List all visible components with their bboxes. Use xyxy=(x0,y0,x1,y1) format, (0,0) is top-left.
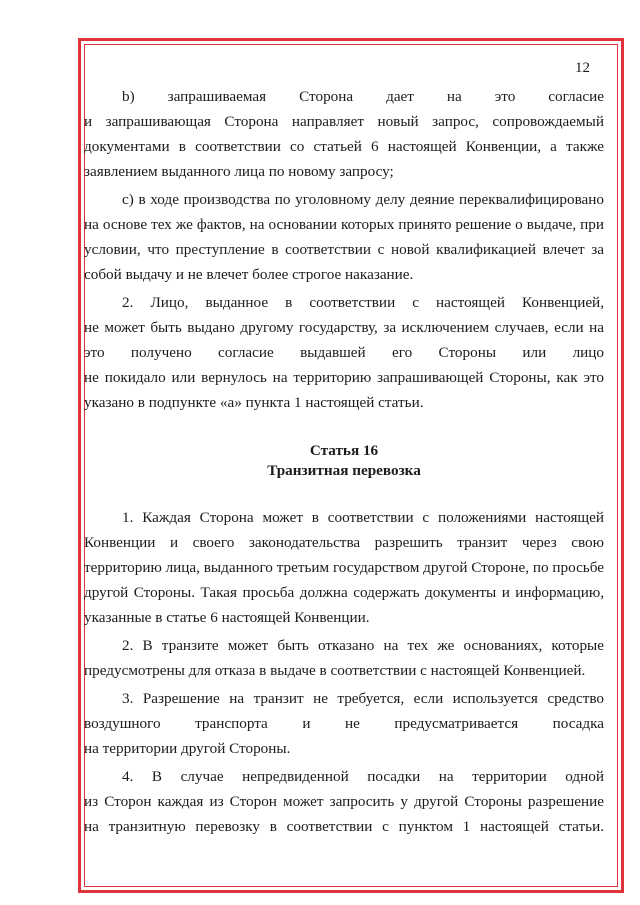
article-heading xyxy=(84,441,604,481)
article-number: Статья 16 xyxy=(309,442,379,459)
page-number: 12 xyxy=(575,60,590,76)
paragraph-16-2 xyxy=(84,633,604,683)
line: предусмотрены для отказа в выдаче в соответствии с настоящей Конвенцией. xyxy=(84,662,586,679)
line: на территории другой Стороны. xyxy=(84,740,291,757)
line: и запрашивающая Сторона направляет новый запрос, сопровождаемый xyxy=(84,113,604,130)
document-body xyxy=(84,84,604,839)
line: заявлением выданного лица по новому запросу; xyxy=(84,163,394,180)
line: воздушного транспорта и не предусматривается посадка xyxy=(84,715,604,732)
line: 2. Лицо, выданное в соответствии с настоящей Конвенцией, xyxy=(122,294,604,311)
line: другой Стороны. Такая просьба должна содержать документы и информацию, xyxy=(84,584,604,601)
line: 3. Разрешение на транзит не требуется, если используется средство xyxy=(122,690,604,707)
line: c) в ходе производства по уголовному делу деяние переквалифицировано xyxy=(122,191,604,208)
line: это получено согласие выдавшей его Стороны или лицо xyxy=(84,344,604,361)
line: 4. В случае непредвиденной посадки на территории одной xyxy=(122,768,604,785)
line: указанные в статье 6 настоящей Конвенции. xyxy=(84,609,370,626)
line: на основе тех же фактов, на основании которых принято решение о выдаче, при xyxy=(84,216,604,233)
line: 2. В транзите может быть отказано на тех же основаниях, которые xyxy=(122,637,604,654)
line: собой выдачу и не влечет более строгое наказание. xyxy=(84,266,414,283)
line: из Сторон каждая из Сторон может запросить у другой Стороны разрешение xyxy=(84,793,604,810)
line: b) запрашиваемая Сторона дает на это согласие xyxy=(122,88,604,105)
paragraph-b xyxy=(84,84,604,184)
line: Конвенции и своего законодательства разрешить транзит через свою xyxy=(84,534,604,551)
line: 1. Каждая Сторона может в соответствии с положениями настоящей xyxy=(122,509,604,526)
line: не может быть выдано другому государству, за исключением случаев, если на xyxy=(84,319,604,336)
line: документами в соответствии со статьей 6 настоящей Конвенции, а также xyxy=(84,138,604,155)
line: условии, что преступление в соответствии с новой квалификацией влечет за xyxy=(84,241,604,258)
line: на транзитную перевозку в соответствии с пунктом 1 настоящей статьи. xyxy=(84,818,604,835)
paragraph-2 xyxy=(84,290,604,415)
line: указано в подпункте «а» пункта 1 настоящей статьи. xyxy=(84,394,424,411)
line: не покидало или вернулось на территорию запрашивающей Стороны, как это xyxy=(84,369,604,386)
paragraph-c xyxy=(84,187,604,287)
paragraph-16-4 xyxy=(84,764,604,839)
article-title: Транзитная перевозка xyxy=(267,462,421,479)
paragraph-16-1 xyxy=(84,505,604,630)
line: территорию лица, выданного третьим государством другой Стороне, по просьбе xyxy=(84,559,605,576)
paragraph-16-3 xyxy=(84,686,604,761)
